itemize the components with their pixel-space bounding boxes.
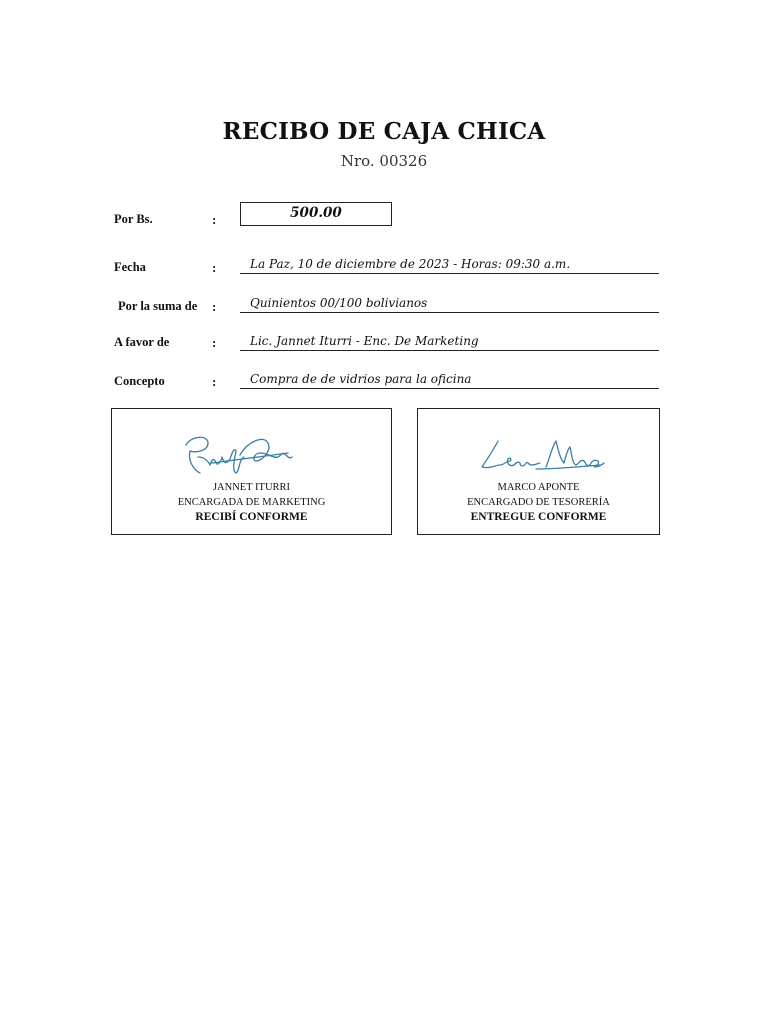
treasurer-role: ENCARGADO DE TESORERÍA	[467, 497, 610, 508]
treasurer-action: ENTREGUE CONFORME	[470, 511, 607, 523]
sum-colon: :	[212, 299, 217, 314]
receiver-signature-box	[111, 408, 392, 535]
date-field: La Paz, 10 de diciembre de 2023 - Horas: 09:30 a.m.	[240, 255, 659, 274]
receiver-role: ENCARGADA DE MARKETING	[177, 497, 326, 508]
receiver-signature-drawing	[178, 427, 298, 479]
amount-colon: :	[212, 212, 217, 227]
receiver-name: JANNET ITURRI	[212, 482, 291, 493]
sum-field: Quinientos 00/100 bolivianos	[240, 294, 659, 313]
amount-value-box: 500.00	[240, 202, 392, 226]
beneficiary-colon: :	[212, 335, 217, 350]
amount-label: Por Bs.	[114, 212, 153, 226]
concept-label: Concepto	[114, 374, 165, 388]
date-label: Fecha	[114, 260, 146, 274]
treasurer-name: MARCO APONTE	[497, 482, 580, 493]
date-colon: :	[212, 260, 217, 275]
beneficiary-label: A favor de	[114, 335, 170, 349]
receiver-action: RECIBÍ CONFORME	[195, 511, 308, 523]
concept-colon: :	[212, 374, 217, 389]
beneficiary-field: Lic. Jannet Iturri - Enc. De Marketing	[240, 332, 659, 351]
treasurer-signature-box	[417, 408, 660, 535]
receipt-title: RECIBO DE CAJA CHICA	[222, 118, 546, 145]
concept-field: Compra de de vidrios para la oficina	[240, 370, 659, 389]
sum-label: Por la suma de	[118, 299, 198, 313]
receipt-number: Nro. 00326	[340, 152, 428, 170]
treasurer-signature-drawing	[476, 435, 608, 475]
